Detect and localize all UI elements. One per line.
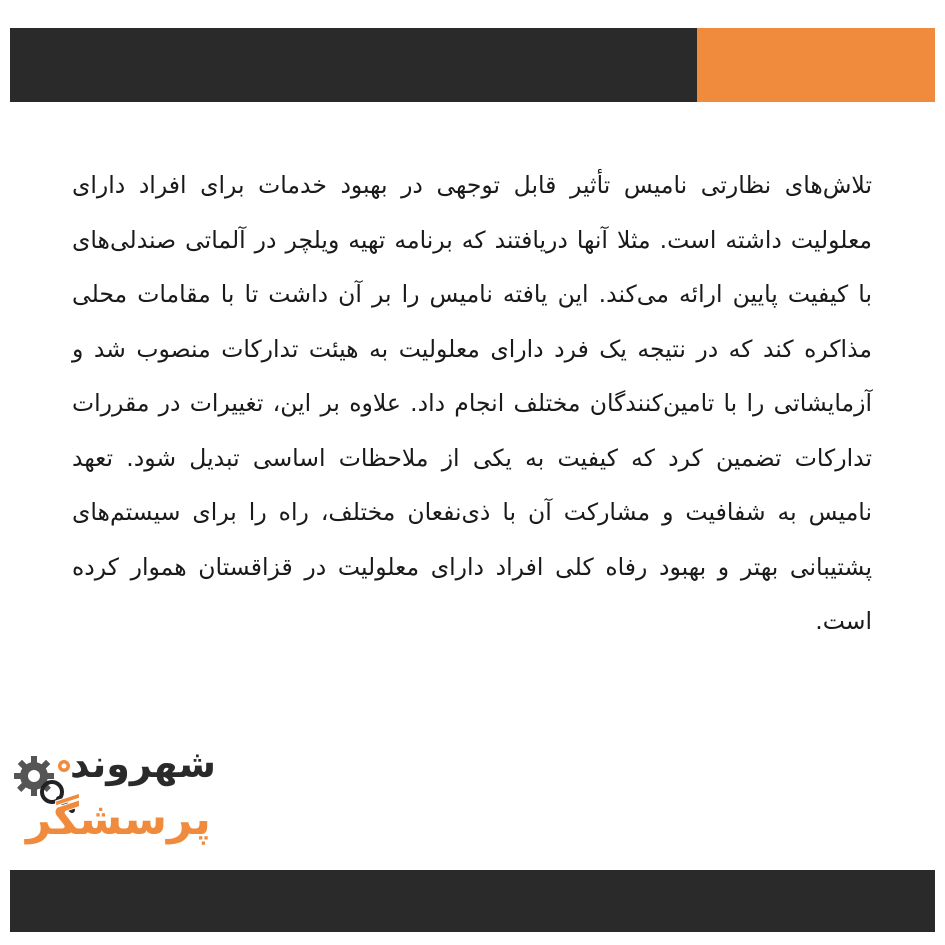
bottom-footer-bar bbox=[10, 870, 935, 932]
logo-text-bottom: پرسشگر bbox=[26, 794, 211, 845]
logo-text-top: شهروند bbox=[70, 742, 216, 786]
article-paragraph: تلاش‌های نظارتی نامیس تأثیر قابل توجهی در بهبود خدمات برای افراد دارای معلولیت داشته است. مثلا آنها دریافتند که برنامه تهیه ویلچر در آلماتی صندلی‌های با کیفیت پایین ارائه می‌کند. این یافته نامیس را بر آن داشت تا با مقامات محلی مذاکره کند که در نتیجه یک فرد دارای معلولیت به هیئت تدارکات منصوب شد و آزمایشاتی را با تامین‌کنندگان مختلف انجام داد. علاوه بر این، تغییرات در مقررات تدارکات تضمین کرد که کیفیت به یکی از ملاحظات اساسی تبدیل شود. تعهد نامیس به شفافیت و مشارکت آن با ذی‌نفعان مختلف، راه را برای سیستم‌های پشتیبانی بهتر و بهبود رفاه کلی افراد دارای معلولیت در قزاقستان هموار کرده است. bbox=[72, 171, 872, 635]
top-accent-block bbox=[697, 28, 935, 102]
top-header-bar bbox=[10, 28, 697, 102]
brand-logo bbox=[8, 742, 258, 862]
